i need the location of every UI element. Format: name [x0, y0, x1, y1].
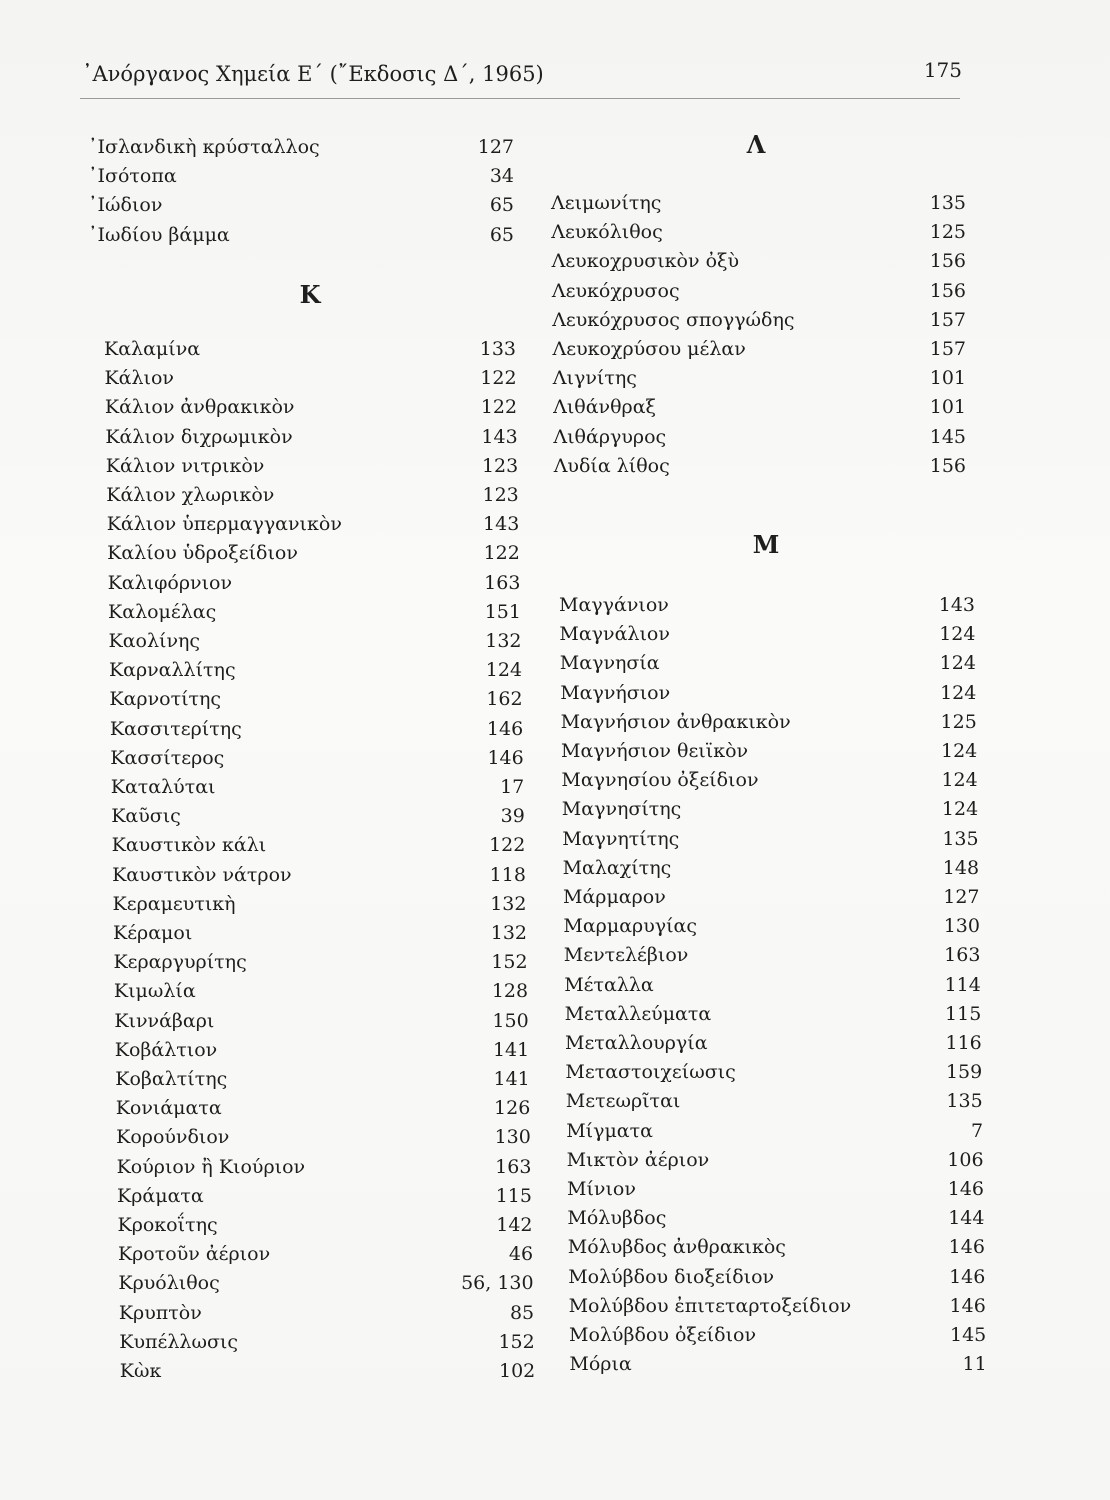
index-page-ref: 128	[491, 980, 529, 1003]
index-page-ref: 65	[489, 194, 514, 217]
index-term: Μαρμαρυγίας	[563, 915, 698, 938]
index-term: Μάρμαρον	[563, 886, 666, 908]
index-term: Λευκόχρυσος σπογγώδης	[552, 308, 795, 331]
index-page-ref: 122	[480, 367, 517, 390]
index-term: Μολύβδου ἐπιτεταρτοξείδιον	[568, 1294, 852, 1317]
index-page-ref: 163	[944, 944, 981, 967]
index-term: Κονιάματα	[115, 1097, 222, 1120]
index-term: Κροκοΐτης	[117, 1214, 218, 1236]
index-term: Μίνιον	[567, 1178, 636, 1200]
index-term: Λιθάργυρος	[553, 425, 667, 448]
section-letter: Κ	[299, 280, 321, 309]
index-term: Κροτοῦν ἀέριον	[117, 1243, 271, 1266]
index-term: Κεραργυρίτης	[113, 951, 247, 974]
index-page-ref: 125	[929, 221, 966, 244]
index-page-ref: 143	[483, 513, 520, 536]
index-page-ref: 101	[929, 367, 966, 390]
index-term: ᾿Ισότοπα	[88, 165, 177, 188]
index-term: Μαγνήσιον ἀνθρακικὸν	[560, 710, 791, 733]
index-term: Λευκόλιθος	[551, 221, 663, 244]
index-page-ref: 127	[943, 886, 980, 908]
index-term: Κασσίτερος	[110, 746, 225, 769]
index-page-ref: 39	[500, 805, 525, 828]
index-page-ref: 135	[929, 192, 966, 214]
index-page-ref: 122	[483, 542, 520, 565]
index-term: Μαγνάλιον	[559, 623, 670, 646]
index-page-ref: 132	[490, 892, 527, 915]
index-term: Καυστικὸν νάτρον	[112, 863, 292, 886]
index-term: Μαγνησίτης	[561, 798, 682, 821]
index-page-ref: 115	[495, 1184, 532, 1207]
index-term: Μολύβδου ὀξείδιον	[569, 1324, 757, 1346]
index-term: Κρυόλιθος	[118, 1272, 220, 1295]
index-page-ref: 123	[481, 454, 519, 477]
index-page-ref: 135	[942, 827, 979, 850]
index-page-ref: 146	[949, 1265, 986, 1288]
index-term: Καρνοτίτης	[109, 688, 222, 711]
index-term: Μεταλλεύματα	[564, 1002, 712, 1025]
index-term: Λυδία λίθος	[553, 454, 670, 477]
index-term: ᾿Ιώδιον	[88, 194, 163, 217]
index-term: Κασσιτερίτης	[109, 717, 242, 740]
index-term: Μόλυβδος ἀνθρακικὸς	[567, 1236, 786, 1259]
index-page-ref: 114	[944, 973, 981, 996]
index-term: Μαλαχίτης	[562, 856, 672, 879]
index-page-ref: 123	[482, 484, 519, 506]
index-term: Κοβάλτιον	[114, 1038, 218, 1061]
index-page-ref: 126	[494, 1097, 531, 1120]
index-term: Μαγνητίτης	[562, 827, 680, 850]
index-page-ref: 125	[940, 710, 977, 733]
index-term: Κάλιον διχρωμικὸν	[105, 425, 293, 448]
index-page-ref: 142	[496, 1214, 533, 1236]
header-rule	[80, 98, 960, 99]
index-term: Κάλιον χλωρικὸν	[106, 484, 275, 506]
index-page-ref: 157	[929, 338, 966, 360]
index-page-ref: 156	[929, 279, 966, 302]
index-page-ref: 124	[939, 652, 976, 675]
index-term: Καλίου ὑδροξείδιον	[107, 542, 298, 565]
index-page-ref: 46	[508, 1243, 534, 1266]
index-page-ref: 34	[489, 165, 514, 188]
index-page-ref: 163	[495, 1155, 532, 1178]
index-page-ref: 135	[946, 1090, 983, 1113]
index-page-ref: 115	[945, 1002, 982, 1025]
book-title: ᾿Ανόργανος Χημεία Ε΄ (῎Εκδοσις Δ΄, 1965)	[82, 62, 544, 86]
index-page-ref: 163	[484, 571, 521, 594]
index-term: Μικτὸν ἀέριον	[566, 1148, 710, 1171]
index-page-ref: 152	[498, 1330, 535, 1353]
index-term: Μαγνήσιον θειϊκὸν	[561, 740, 749, 762]
index-term: Κούριον ἢ Κιούριον	[116, 1155, 306, 1178]
index-term: Μέταλλα	[564, 973, 654, 996]
index-term: Μολύβδου διοξείδιον	[568, 1265, 775, 1288]
index-term: Λιγνίτης	[552, 367, 637, 390]
index-page-ref: 17	[500, 776, 525, 798]
index-term: Κάλιον ὑπερμαγγανικὸν	[106, 513, 342, 536]
index-page-ref: 85	[509, 1301, 535, 1324]
index-term: Κιμωλία	[113, 980, 196, 1003]
index-page-ref: 146	[947, 1178, 984, 1200]
index-term: Κυπέλλωσις	[119, 1330, 239, 1353]
index-term: Λειμωνίτης	[551, 192, 662, 214]
index-term: Λευκοχρύσου μέλαν	[552, 338, 746, 360]
index-page-ref: 56, 130	[461, 1272, 534, 1295]
index-page-ref: 124	[485, 659, 523, 682]
index-term: Κορούνδιον	[116, 1126, 230, 1149]
index-page-ref: 122	[489, 834, 526, 857]
index-page-ref: 124	[941, 798, 979, 821]
index-page-ref: 118	[489, 863, 526, 886]
index-term: Μαγνησία	[559, 652, 660, 675]
index-term: Μόλυβδος	[567, 1207, 667, 1230]
index-page-ref: 122	[480, 396, 518, 419]
index-page-ref: 143	[481, 425, 518, 448]
index-page-ref: 157	[929, 308, 966, 331]
index-term: Κάλιον	[104, 367, 174, 390]
index-term: Μεντελέβιον	[563, 944, 689, 967]
index-page-ref: 106	[947, 1148, 984, 1171]
index-term: Μεταλλουργία	[565, 1032, 708, 1054]
index-page-ref: 130	[494, 1126, 531, 1149]
index-term: Κρυπτὸν	[118, 1301, 202, 1324]
index-page-ref: 144	[948, 1207, 985, 1230]
index-term: Κεραμευτικὴ	[112, 892, 236, 915]
index-page-ref: 143	[938, 594, 975, 616]
index-page-ref: 145	[929, 425, 966, 448]
index-term: Μόρια	[569, 1353, 632, 1376]
index-page-ref: 102	[498, 1360, 536, 1382]
index-term: Καλαμίνα	[104, 338, 201, 360]
index-term: Λευκόχρυσος	[551, 279, 680, 302]
index-term: Καλομέλας	[108, 600, 217, 623]
index-term: Μίγματα	[566, 1119, 653, 1142]
index-term: Μετεωρῖται	[565, 1090, 681, 1113]
index-page-ref: 150	[492, 1009, 529, 1032]
index-page-ref: 133	[479, 338, 516, 360]
index-page-ref: 156	[929, 454, 966, 477]
index-page-ref: 132	[490, 922, 527, 944]
index-term: Μαγνήσιον	[560, 681, 671, 704]
section-letter: Λ	[746, 130, 766, 159]
index-page-ref: 7	[971, 1119, 984, 1142]
index-term: Κοβαλτίτης	[115, 1068, 228, 1090]
index-term: Καλιφόρνιον	[107, 571, 233, 594]
index-page-ref: 65	[489, 223, 514, 246]
page-number: 175	[923, 58, 962, 82]
index-term: ᾿Ιωδίου βάμμα	[88, 223, 230, 246]
index-page-ref: 146	[487, 746, 524, 769]
index-term: Κράματα	[117, 1184, 204, 1207]
index-page-ref: 146	[948, 1236, 985, 1259]
index-term: Λευκοχρυσικὸν ὀξὺ	[551, 250, 740, 273]
index-term: Μαγγάνιον	[559, 594, 669, 616]
index-page-ref: 145	[949, 1324, 987, 1346]
index-term: Κάλιον νιτρικὸν	[105, 454, 265, 477]
index-term: Καολίνης	[108, 630, 201, 652]
index-term: Λιθάνθραξ	[553, 396, 656, 419]
index-page-ref: 156	[929, 250, 966, 273]
index-term: Κάλιον ἀνθρακικὸν	[104, 396, 295, 419]
index-page-ref: 127	[477, 136, 514, 158]
running-header	[82, 58, 962, 92]
index-page-ref: 146	[486, 717, 524, 740]
index-page-ref: 11	[962, 1353, 987, 1376]
index-term: Μαγνησίου ὀξείδιον	[561, 769, 759, 792]
index-term: Καυστικὸν κάλι	[111, 834, 267, 857]
index-page-ref: 124	[940, 740, 978, 762]
index-page-ref: 124	[940, 681, 977, 704]
index-term: ᾿Ισλανδικὴ κρύσταλλος	[88, 136, 320, 158]
index-page-ref: 162	[486, 688, 523, 711]
index-page-ref: 152	[491, 951, 528, 974]
index-page-ref: 132	[485, 630, 522, 652]
index-page-ref: 124	[941, 769, 978, 792]
index-page-ref: 151	[484, 600, 521, 623]
index-page-ref: 101	[929, 396, 966, 419]
index-term: Μεταστοιχείωσις	[565, 1061, 736, 1084]
index-page-ref: 148	[942, 856, 980, 879]
index-term: Κὼκ	[119, 1360, 162, 1382]
index-page-ref: 130	[943, 915, 980, 938]
index-page-ref: 124	[939, 623, 976, 646]
index-term: Καρναλλίτης	[108, 659, 236, 682]
index-page-ref: 116	[945, 1032, 982, 1054]
index-term: Κέραμοι	[113, 922, 193, 944]
index-page-ref: 141	[493, 1068, 530, 1090]
index-term: Καῦσις	[111, 805, 181, 828]
index-term: Κιννάβαρι	[114, 1009, 215, 1032]
section-letter: Μ	[752, 530, 780, 559]
index-term: Καταλύται	[110, 776, 216, 798]
index-page-ref: 141	[492, 1038, 530, 1061]
index-page-ref: 159	[945, 1061, 983, 1084]
index-page-ref: 146	[949, 1294, 986, 1317]
